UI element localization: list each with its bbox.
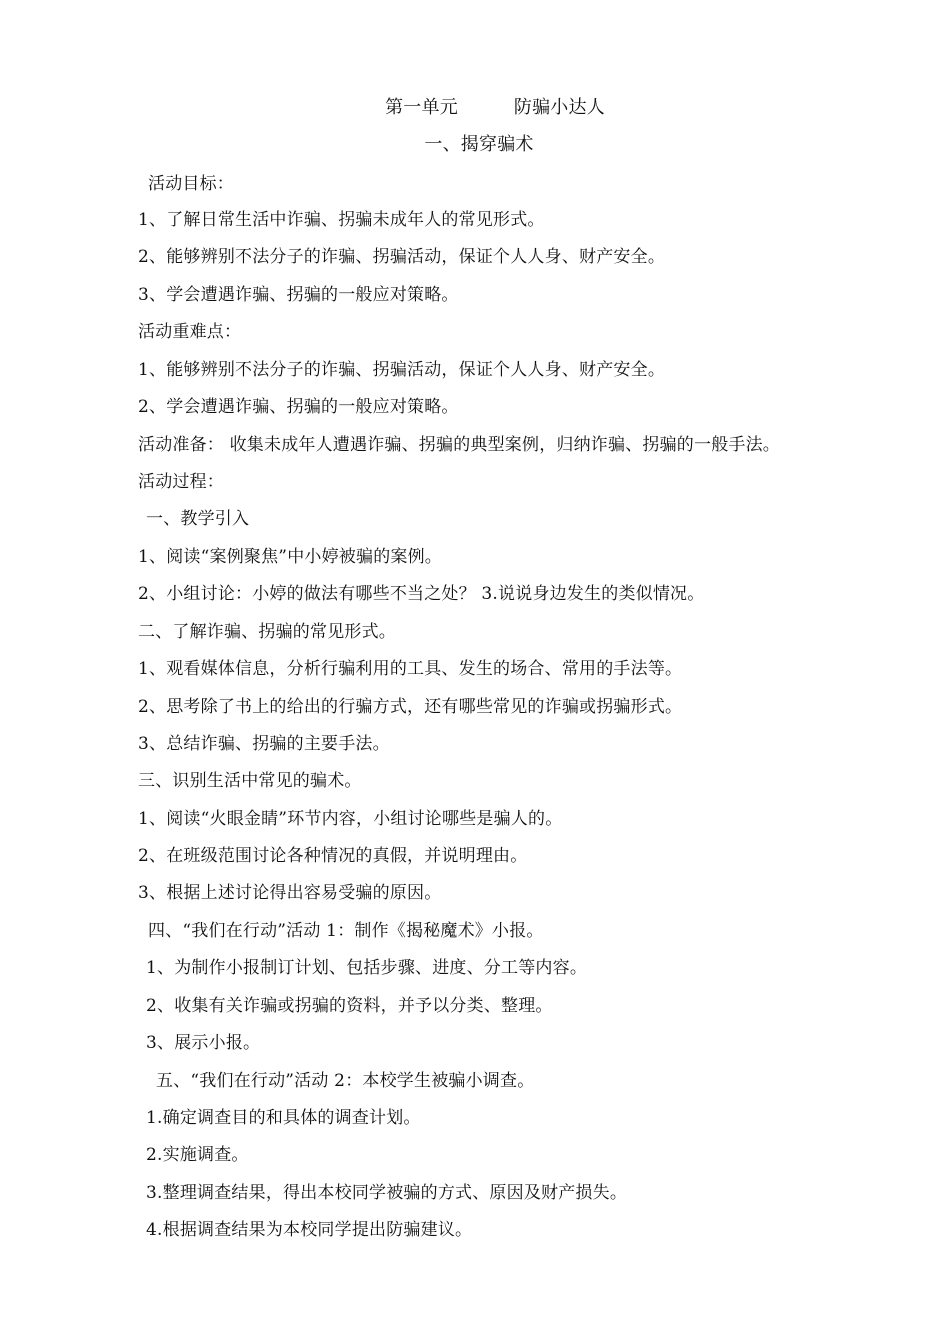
key-point-item: 1、能够辨别不法分子的诈骗、拐骗活动，保证个人人身、财产安全。 [138, 360, 666, 380]
section-item: 1、观看媒体信息，分析行骗利用的工具、发生的场合、常用的手法等。 [138, 659, 683, 679]
lesson-title: 一、揭穿骗术 [424, 134, 534, 155]
process-heading: 活动过程： [138, 472, 224, 492]
goal-item: 3、学会遭遇诈骗、拐骗的一般应对策略。 [138, 285, 459, 305]
goal-item: 2、能够辨别不法分子的诈骗、拐骗活动，保证个人人身、财产安全。 [138, 247, 666, 267]
preparation-text: 活动准备： 收集未成年人遭遇诈骗、拐骗的典型案例，归纳诈骗、拐骗的一般手法。 [138, 435, 781, 455]
goals-heading: 活动目标： [148, 174, 234, 194]
section-item: 2、小组讨论：小婷的做法有哪些不当之处？ 3.说说身边发生的类似情况。 [138, 584, 705, 604]
section-item: 1、为制作小报制订计划、包括步骤、进度、分工等内容。 [146, 958, 588, 978]
section-item: 1.确定调查目的和具体的调查计划。 [146, 1108, 421, 1128]
section-heading: 五、“我们在行动”活动 2：本校学生被骗小调查。 [156, 1071, 535, 1091]
section-heading: 二、了解诈骗、拐骗的常见形式。 [138, 622, 396, 642]
unit-number: 第一单元 [385, 97, 458, 118]
unit-title [0, 96, 950, 120]
section-item: 2、收集有关诈骗或拐骗的资料，并予以分类、整理。 [146, 996, 553, 1016]
section-item: 2、思考除了书上的给出的行骗方式，还有哪些常见的诈骗或拐骗形式。 [138, 697, 683, 717]
key-points-heading: 活动重难点： [138, 322, 242, 342]
section-item: 3、展示小报。 [146, 1033, 261, 1053]
section-item: 4.根据调查结果为本校同学提出防骗建议。 [146, 1220, 473, 1240]
section-item: 1、阅读“火眼金睛”环节内容，小组讨论哪些是骗人的。 [138, 809, 563, 829]
section-item: 3.整理调查结果，得出本校同学被骗的方式、原因及财产损失。 [146, 1183, 628, 1203]
section-item: 3、根据上述讨论得出容易受骗的原因。 [138, 883, 442, 903]
goal-item: 1、了解日常生活中诈骗、拐骗未成年人的常见形式。 [138, 210, 545, 230]
section-item: 3、总结诈骗、拐骗的主要手法。 [138, 734, 390, 754]
section-item: 2、在班级范围讨论各种情况的真假，并说明理由。 [138, 846, 528, 866]
section-heading: 一、教学引入 [146, 509, 250, 529]
section-heading: 三、识别生活中常见的骗术。 [138, 771, 362, 791]
key-point-item: 2、学会遭遇诈骗、拐骗的一般应对策略。 [138, 397, 459, 417]
section-heading: 四、“我们在行动”活动 1：制作《揭秘魔术》小报。 [148, 921, 544, 941]
section-item: 1、阅读“案例聚焦”中小婷被骗的案例。 [138, 547, 442, 567]
unit-name: 防骗小达人 [513, 97, 605, 118]
section-item: 2.实施调查。 [146, 1145, 249, 1165]
